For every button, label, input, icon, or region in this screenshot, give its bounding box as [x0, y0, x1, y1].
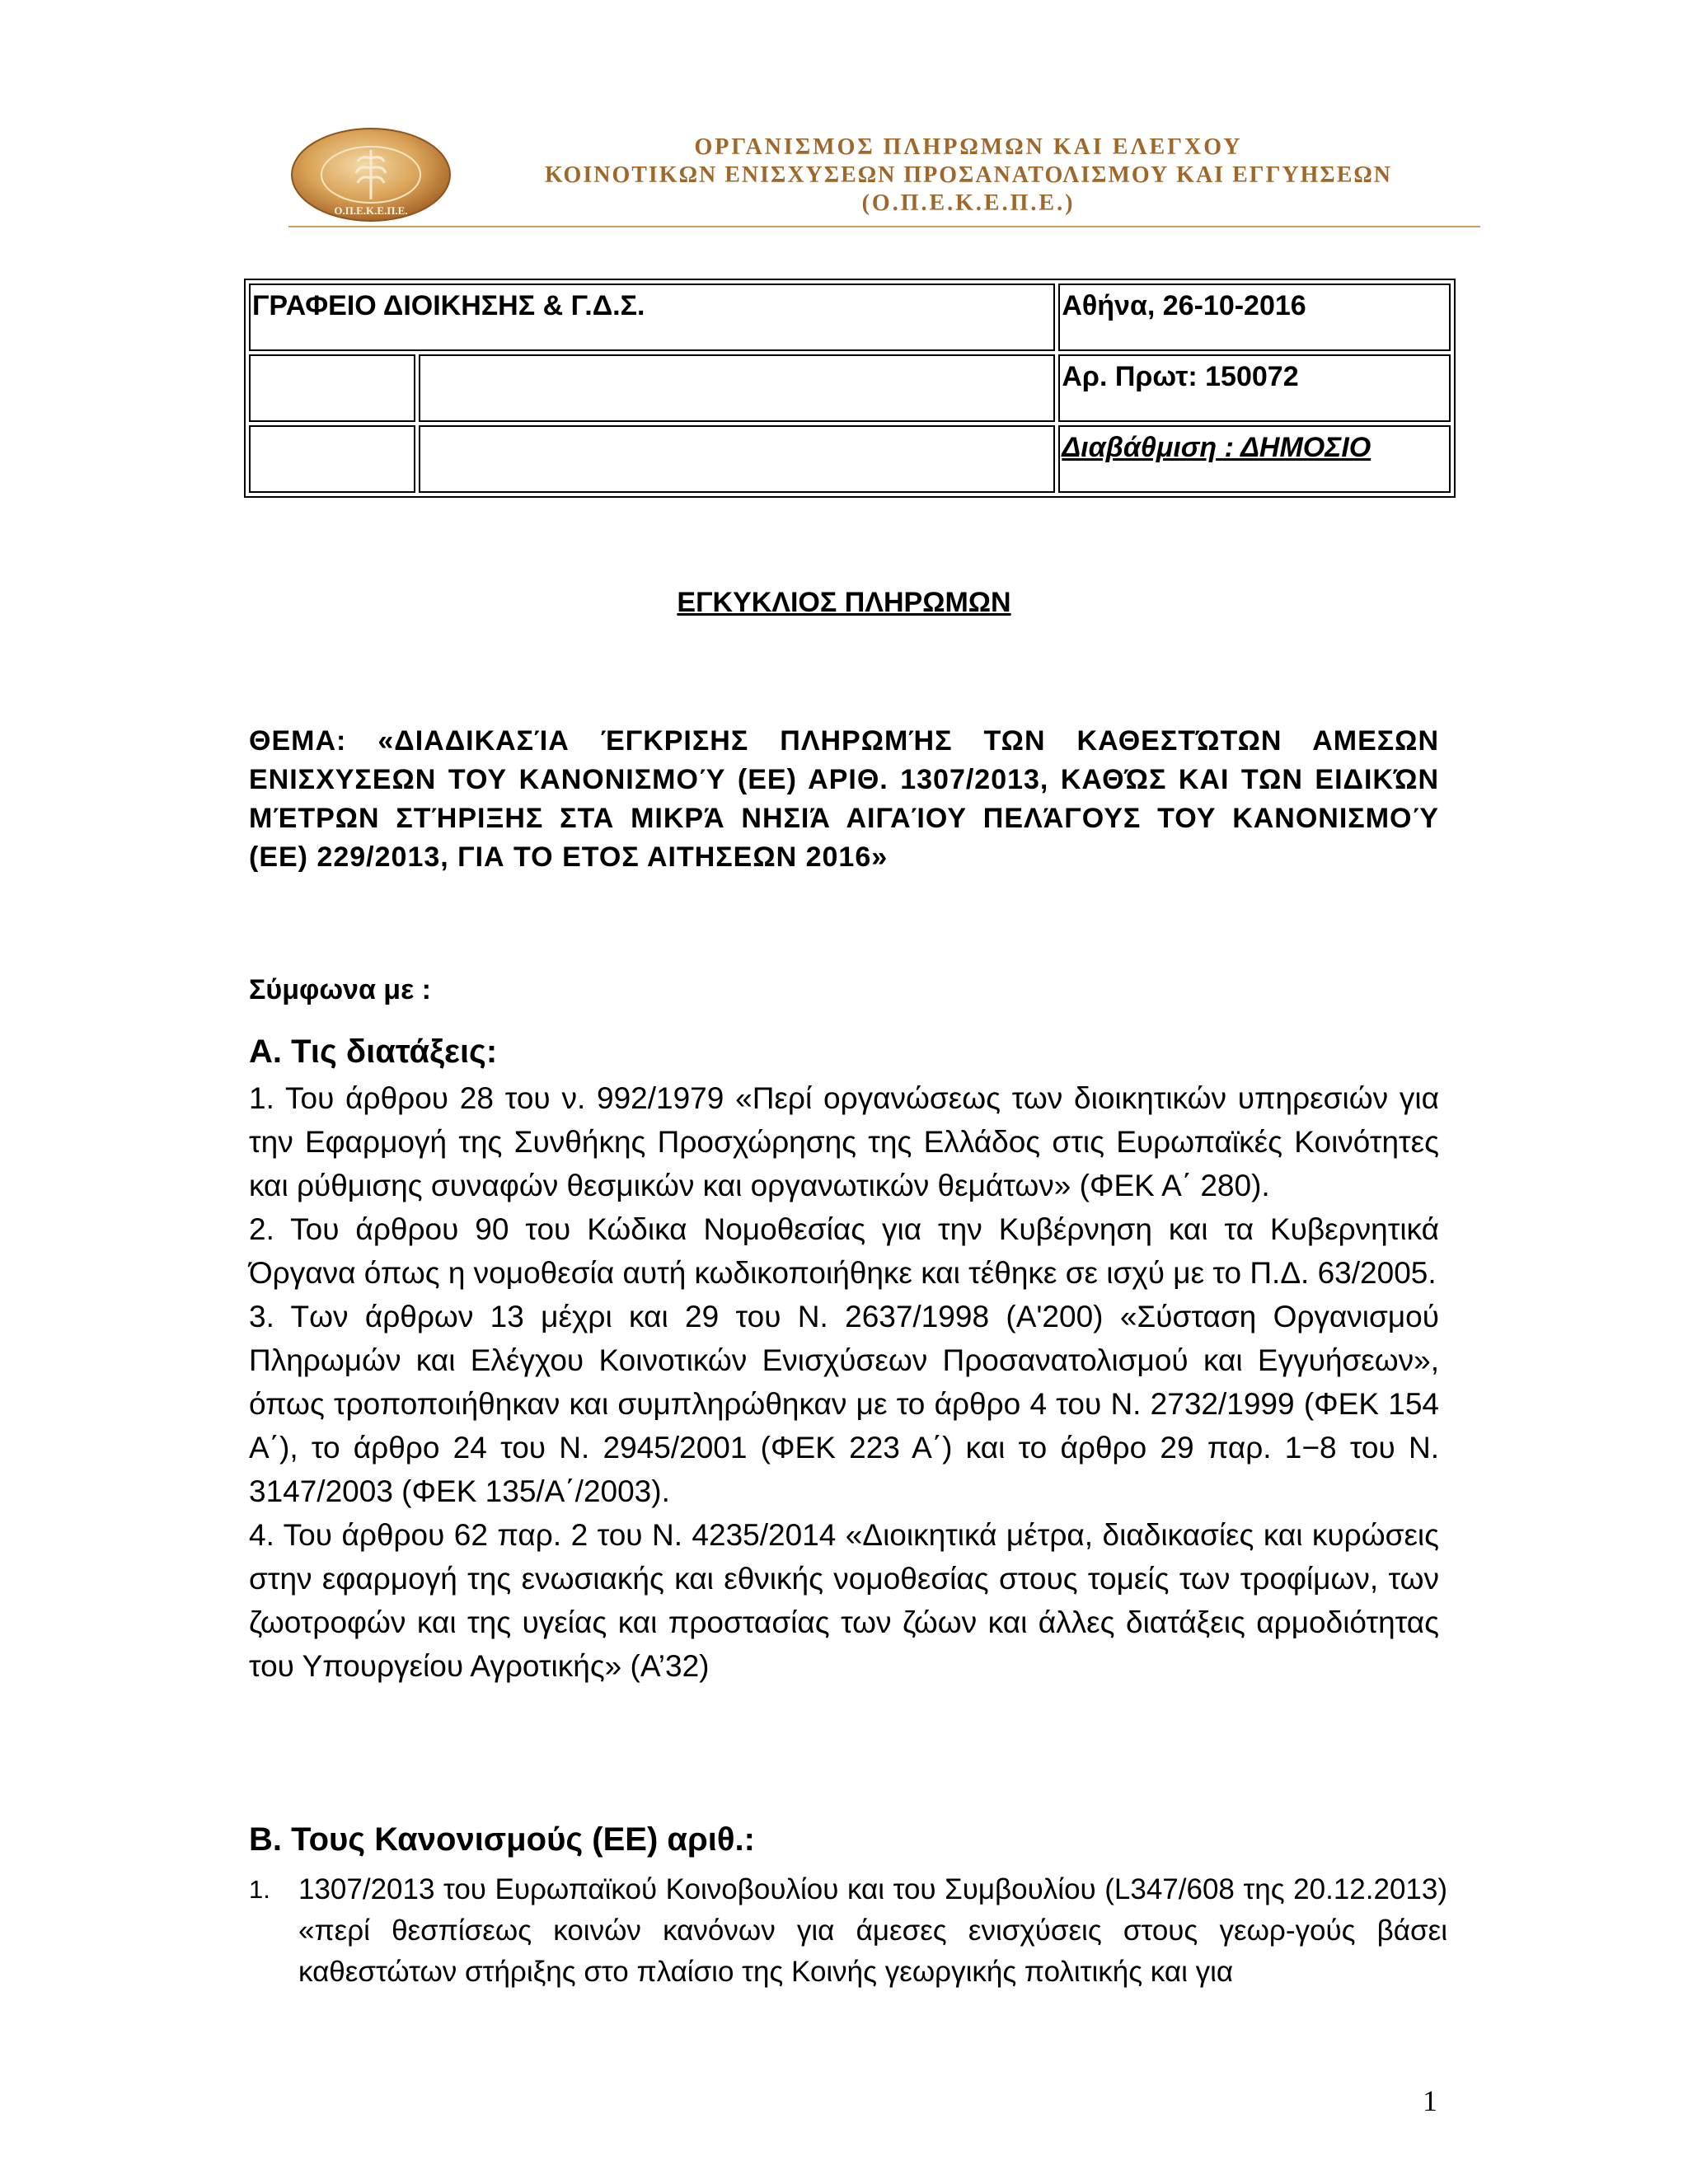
org-line-1: ΟΡΓΑΝΙΣΜΟΣ ΠΛΗΡΩΜΩΝ ΚΑΙ ΕΛΕΓΧΟΥ	[694, 134, 1243, 160]
regulation-number: 1.	[249, 1875, 270, 1904]
letterhead-rule	[288, 226, 1480, 227]
header-row-3	[249, 425, 1451, 493]
page-number: 1	[1423, 2084, 1437, 2117]
header-row-2	[249, 354, 1451, 422]
office-cell: ΓΡΑΦΕΙΟ ΔΙΟΙΚΗΣΗΣ & Γ.Δ.Σ.	[249, 284, 1055, 351]
letterhead	[288, 124, 1484, 231]
header-row-1	[249, 284, 1451, 351]
section-a-body	[249, 1076, 1439, 1688]
regulation-list	[249, 1869, 1447, 1993]
according-heading: Σύμφωνα με :	[249, 974, 431, 1005]
header-table	[244, 279, 1456, 498]
org-line-3: (Ο.Π.Ε.Κ.Ε.Π.Ε.)	[861, 190, 1076, 216]
empty-cell	[419, 354, 1056, 422]
regulation-text: 1307/2013 του Ευρωπαϊκού Κοινοβουλίου και του Συμβουλίου (L347/608 της 20.12.2013) «περί θεσπίσεως κοινών κανόνων για άμεσες ενισχύσεις στους γεωρ-γούς βάσει καθεστώτων στήριξης στο πλαίσιο της Κοινής γεωργικής πολιτικής και για	[298, 1873, 1447, 1988]
protocol-cell: Αρ. Πρωτ: 150072	[1058, 354, 1451, 422]
classification-cell	[1058, 425, 1451, 493]
classification-text: Διαβάθμιση : ΔΗΜΟΣΙΟ	[1062, 432, 1372, 463]
provision-item: 2. Του άρθρου 90 του Κώδικα Νομοθεσίας για την Κυβέρνηση και τα Κυβερνητικά Όργανα όπως η νομοθεσία αυτή κωδικοποιήθηκε και τέθηκε σε ισχύ με το Π.Δ. 63/2005.	[249, 1212, 1439, 1290]
org-line-2: ΚΟΙΝΟΤΙΚΩΝ ΕΝΙΣΧΥΣΕΩΝ ΠΡΟΣΑΝΑΤΟΛΙΣΜΟΥ ΚΑΙ ΕΓΓΥΗΣΕΩΝ	[544, 162, 1393, 188]
logo-text: Ο.Π.Ε.Κ.Ε.Π.Ε.	[334, 204, 408, 217]
provision-item: 4. Του άρθρου 62 παρ. 2 του Ν. 4235/2014 «Διοικητικά μέτρα, διαδικασίες και κυρώσεις στην εφαρμογή της ενωσιακής και εθνικής νομοθεσίας στους τομείς των τροφίμων, των ζωοτροφών και της υγείας και προστασίας των ζώων και άλλες διατάξεις αρμοδιότητας του Υπουργείου Αγροτικής» (Α’32)	[249, 1518, 1439, 1683]
empty-cell	[419, 425, 1056, 493]
section-a-heading: Α. Τις διατάξεις:	[249, 1033, 498, 1070]
regulation-item	[249, 1869, 1447, 1993]
section-b-heading: Β. Τους Κανονισμούς (ΕΕ) αριθ.:	[249, 1821, 755, 1858]
provision-item: 1. Του άρθρου 28 του ν. 992/1979 «Περί οργανώσεως των διοικητικών υπηρεσιών για την Εφαρμογή της Συνθήκης Προσχώρησης της Ελλάδος στις Ευρωπαϊκές Κοινότητες και ρύθμισης συναφών θεσμικών και οργανωτικών θεμάτων» (ΦΕΚ Α΄ 280).	[249, 1081, 1439, 1202]
organization-name	[462, 134, 1475, 218]
date-cell: Αθήνα, 26-10-2016	[1058, 284, 1451, 351]
opekepe-logo-icon	[288, 125, 453, 224]
provision-item: 3. Των άρθρων 13 μέχρι και 29 του Ν. 2637/1998 (Α'200) «Σύσταση Οργανισμού Πληρωμών και Ελέγχου Κοινοτικών Ενισχύσεων Προσανατολισμού και Εγγυήσεων», όπως τροποποιήθηκαν και συμπληρώθηκαν με το άρθρο 4 του Ν. 2732/1999 (ΦΕΚ 154 Α΄), το άρθρο 24 του Ν. 2945/2001 (ΦΕΚ 223 Α΄) και το άρθρο 29 παρ. 1−8 του Ν. 3147/2003 (ΦΕΚ 135/Α΄/2003).	[249, 1300, 1439, 1508]
subject-paragraph: ΘΕΜΑ: «ΔΙΑΔΙΚΑΣΊΑ ΈΓΚΡΙΣΗΣ ΠΛΗΡΩΜΉΣ ΤΩΝ ΚΑΘΕΣΤΏΤΩΝ ΑΜΕΣΩΝ ΕΝΙΣΧΥΣΕΩΝ ΤΟΥ ΚΑΝΟΝΙΣΜΟΎ (ΕΕ) ΑΡΙΘ. 1307/2013, ΚΑΘΏΣ ΚΑΙ ΤΩΝ ΕΙΔΙΚΏΝ ΜΈΤΡΩΝ ΣΤΉΡΙΞΗΣ ΣΤΑ ΜΙΚΡΆ ΝΗΣΙΆ ΑΙΓΑΊΟΥ ΠΕΛΆΓΟΥΣ ΤΟΥ ΚΑΝΟΝΙΣΜΟΎ (ΕΕ) 229/2013, ΓΙΑ ΤΟ ΕΤΟΣ ΑΙΤΗΣΕΩΝ 2016»	[249, 725, 1439, 873]
empty-cell	[249, 425, 415, 493]
document-title: ΕΓΚΥΚΛΙΟΣ ΠΛΗΡΩΜΩΝ	[677, 587, 1011, 618]
empty-cell	[249, 354, 415, 422]
